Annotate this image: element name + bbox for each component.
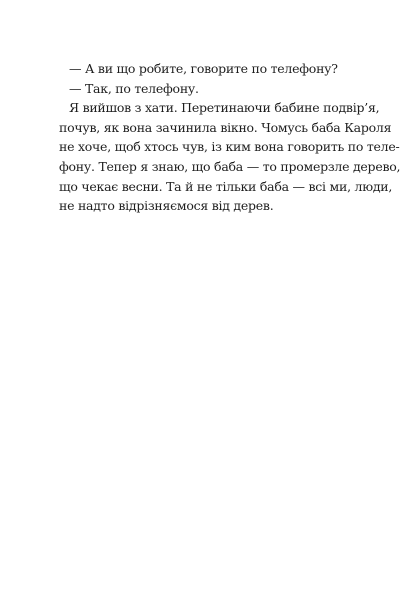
paragraph-line-1: Я вийшов з хати. Перетинаючи бабине подвір’я, [69,100,380,116]
paragraph-line-4: фону. Тепер я знаю, що баба — то промерзле дерево, [59,158,400,174]
dialogue-line-1: — А ви що робите, говорите по телефону? [69,61,338,76]
paragraph-line-3: не хоче, щоб хтось чув, із ким вона говорить по теле- [59,139,400,155]
dialogue-line-2: — Так, по телефону. [69,80,199,96]
paragraph-line-5: що чекає весни. Та й не тільки баба — всі ми, люди, [59,178,393,194]
page-text [59,59,400,216]
paragraph-line-2: почув, як вона зачинила вікно. Чомусь баба Кароля [59,119,392,135]
paragraph-line-6: не надто відрізняємося від дерев. [59,198,274,214]
